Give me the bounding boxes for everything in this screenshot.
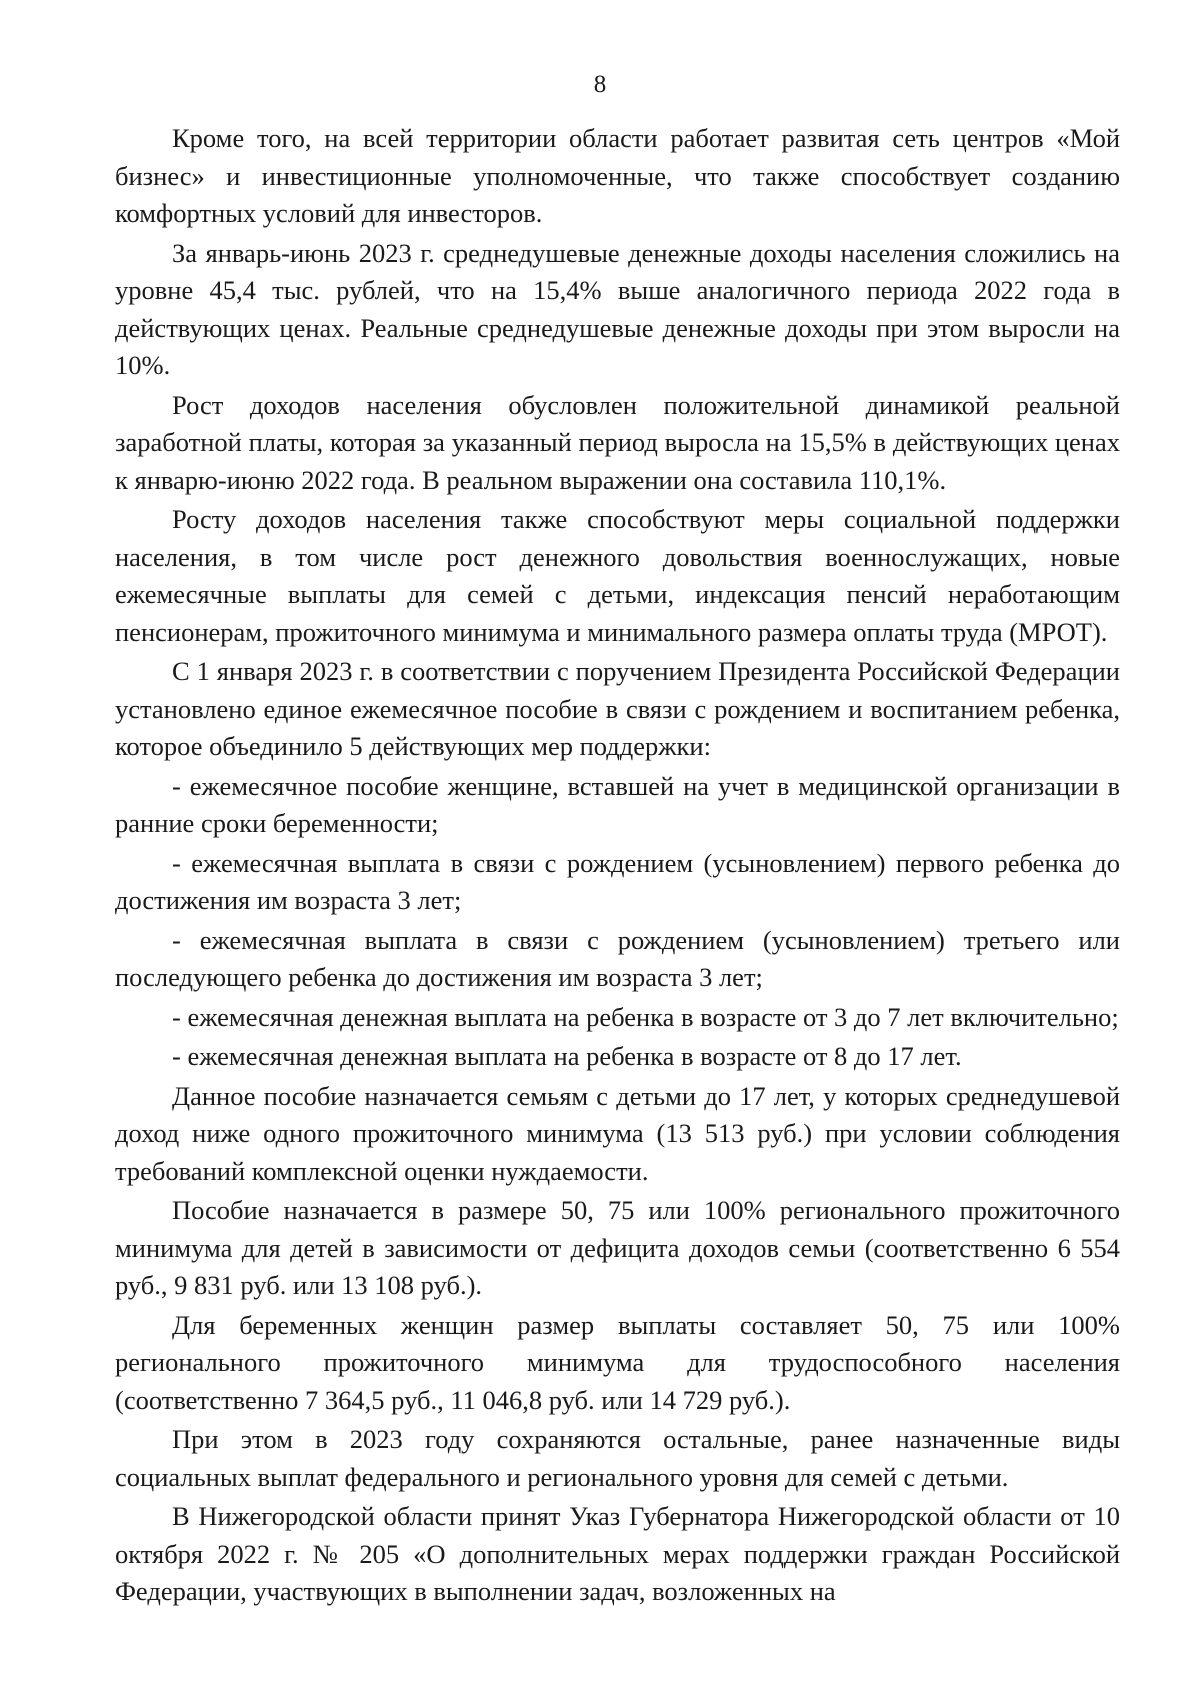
paragraph-amounts-children: Пособие назначается в размере 50, 75 или 100% регионального прожиточного минимума для детей в зависимости от дефицита доходов семьи (соответственно 6 554 руб., 9 831 руб. или 13 108 руб.). [115, 1195, 1120, 1300]
list-item-8-to-17: - ежемесячная денежная выплата на ребенка в возрасте от 8 до 17 лет. [172, 1041, 962, 1071]
list-item-first-child: - ежемесячная выплата в связи с рождением (усыновлением) первого ребенка до достижения им возраста 3 лет; [115, 847, 1120, 915]
paragraph-governor-decree: В Нижегородской области принят Указ Губернатора Нижегородской области от 10 октября 2022 г. № 205 «О дополнительных мерах поддержки граждан Российской Федерации, участвующих в выполнении задач, возложенных на [115, 1501, 1120, 1606]
paragraph-social-support: Росту доходов населения также способствуют меры социальной поддержки населения, в том числе рост денежного довольствия военнослужащих, новые ежемесячные выплаты для семей с детьми, индексация пенсий неработающим пенсионерам, прожиточного минимума и минимального размера оплаты труда (МРОТ). [115, 504, 1120, 647]
paragraph-income-jan-jun: За январь-июнь 2023 г. среднедушевые денежные доходы населения сложились на уровне 45,4 тыс. рублей, что на 15,4% выше аналогичного периода 2022 года в действующих ценах. Реальные среднедушевые денежные доходы при этом выросли на 10%. [115, 237, 1120, 380]
paragraph-other-payments: При этом в 2023 году сохраняются остальные, ранее назначенные виды социальных выплат федерального и регионального уровня для семей с детьми. [115, 1424, 1120, 1492]
list-item-pregnancy-allowance: - ежемесячное пособие женщине, вставшей на учет в медицинской организации в ранние сроки беременности; [115, 770, 1120, 838]
paragraph-amounts-pregnant: Для беременных женщин размер выплаты составляет 50, 75 или 100% регионального прожиточного минимума для трудоспособного населения (соответственно 7 364,5 руб., 11 046,8 руб. или 14 729 руб.). [115, 1309, 1120, 1415]
paragraph-income-growth: Рост доходов населения обусловлен положительной динамикой реальной заработной платы, которая за указанный период выросла на 15,5% в действующих ценах к январю-июню 2022 года. В реальном выражении она составила 110,1%. [115, 389, 1120, 495]
paragraph-unified-allowance: С 1 января 2023 г. в соответствии с поручением Президента Российской Федерации установлено единое ежемесячное пособие в связи с рождением и воспитанием ребенка, которое объединило 5 действующих мер поддержки: [115, 656, 1120, 761]
paragraph-eligibility: Данное пособие назначается семьям с детьми до 17 лет, у которых среднедушевой доход ниже одного прожиточного минимума (13 513 руб.) при условии соблюдения требований комплексной оценки нуждаемости. [115, 1080, 1120, 1186]
list-item-third-child: - ежемесячная выплата в связи с рождением (усыновлением) третьего или последующего ребенка до достижения им возраста 3 лет; [115, 924, 1120, 992]
document-body [115, 120, 1120, 1613]
page-number: 8 [593, 71, 607, 98]
list-item-3-to-7: - ежемесячная денежная выплата на ребенка в возрасте от 3 до 7 лет включительно; [172, 1001, 1119, 1032]
paragraph-my-business: Кроме того, на всей территории области работает развитая сеть центров «Мой бизнес» и инвестиционные уполномоченные, что также способствует созданию комфортных условий для инвесторов. [115, 123, 1120, 228]
